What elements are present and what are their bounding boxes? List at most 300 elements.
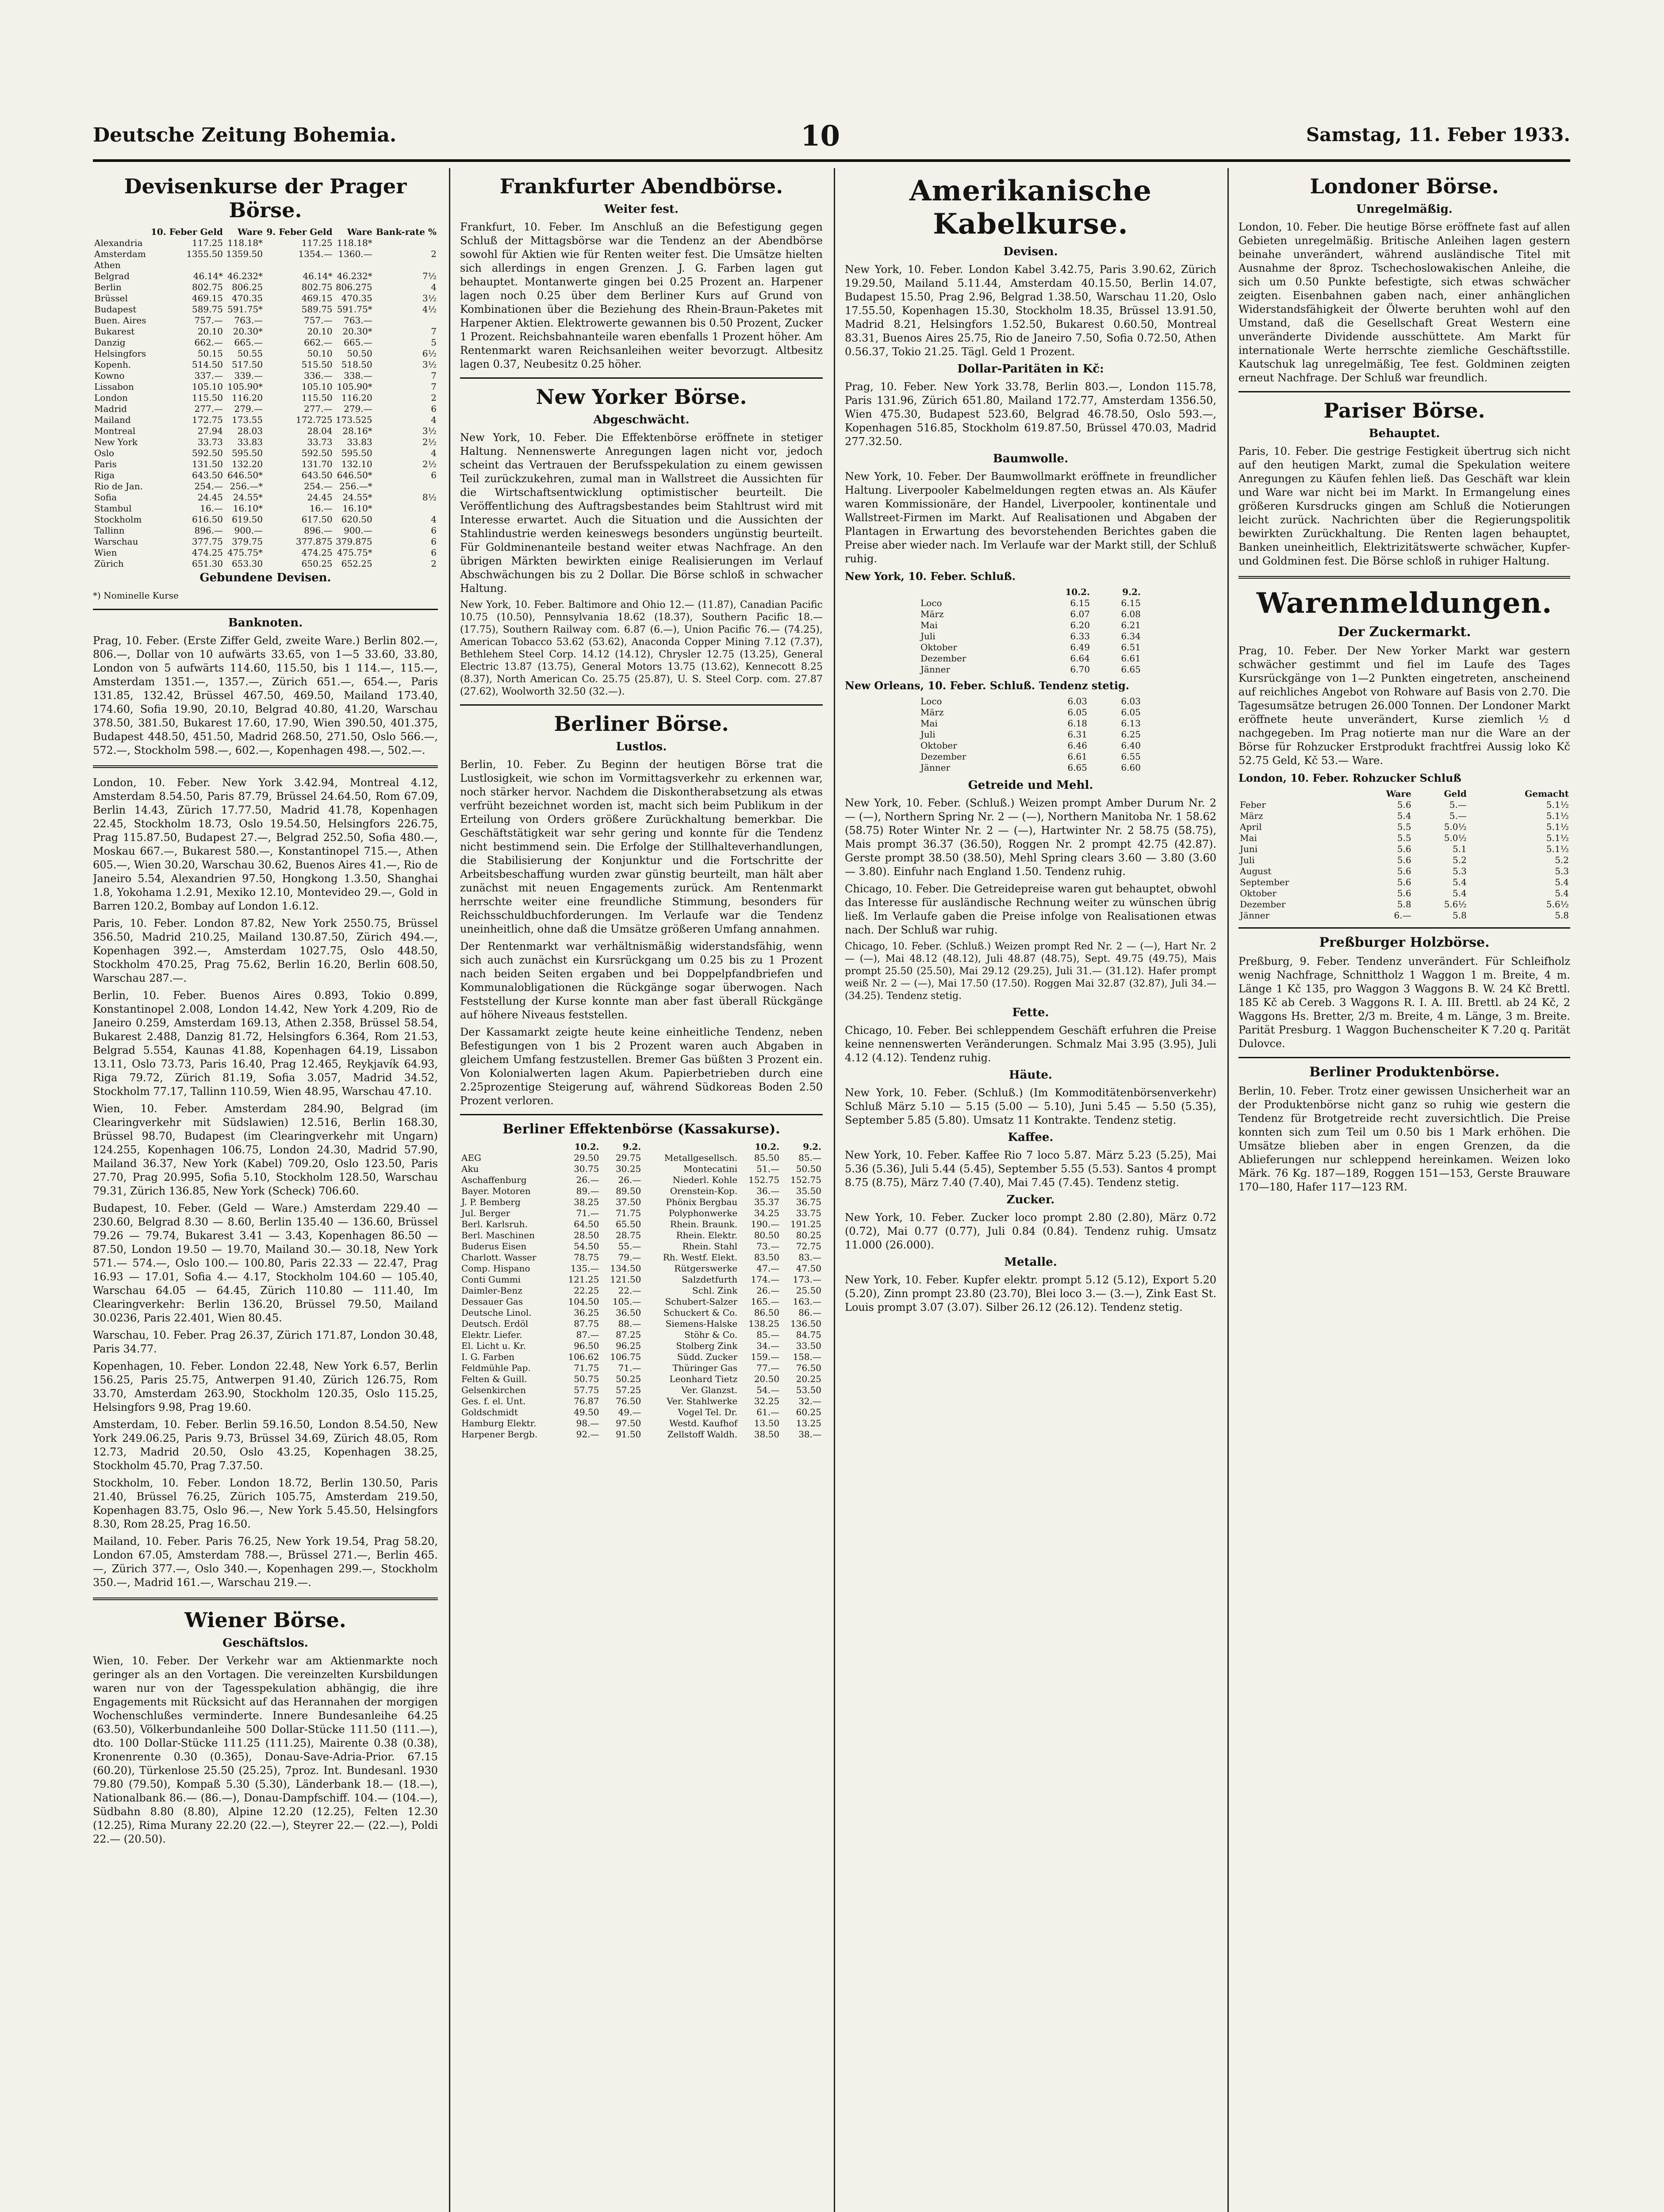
masthead-title: Deutsche Zeitung Bohemia. — [93, 124, 397, 146]
table-cell: 5.3 — [1555, 866, 1569, 876]
table-cell: Helsingfors — [94, 348, 146, 359]
table-cell: 47.50 — [796, 1263, 821, 1274]
table-cell: 2 — [431, 558, 437, 569]
table-cell: 30.25 — [616, 1164, 641, 1174]
table-row — [1238, 866, 1570, 877]
table-cell: 6.20 — [1070, 620, 1090, 630]
table-cell: 89.50 — [616, 1186, 641, 1196]
table-cell: 256.—* — [339, 481, 372, 492]
table-cell: 5.3 — [1453, 866, 1467, 876]
column-2 — [460, 168, 823, 2212]
table-cell: 32.— — [798, 1396, 821, 1406]
table-cell: 36.25 — [574, 1307, 599, 1318]
table-row — [460, 1374, 823, 1385]
article-paragraph: New York, 10. Feber. Die Effektenbörse eröffnete in stetiger Haltung. Nennenswerte Anregungen lagen nicht vor, jedoch scheint das Vertrauen der Berufsspekulation zu einem gewissen Teil zurückzukehren, zumal man in Wallstreet die Aussichten für die Wirtschaftsentwicklung optimistischer beurteilt. Die Veröffentlichung des Auftragsbestandes beim Stahltrust wird mit Interesse erwartet. Auch die Situation und die Aussichten der Stahlindustrie werden keineswegs besonders ungünstig beurteilt. Für Goldminenanteile bestand weiter etwas Nachfrage. An den übrigen Märkten bewirkten einige Realisierungen im Verlauf Abschwächungen bis zu 2 Dollar. Die Börse schloß in schwacher Haltung. — [460, 431, 823, 595]
table-cell: Rh. Westf. Elekt. — [663, 1252, 738, 1263]
table-row — [1238, 799, 1570, 810]
table-row — [1238, 833, 1570, 844]
table-cell: 36.— — [756, 1186, 780, 1196]
table-row — [460, 1152, 823, 1164]
table-row — [919, 598, 1142, 609]
table-cell: Juni — [1240, 844, 1258, 854]
table-cell: 5.6 — [1397, 866, 1411, 876]
table-cell: Feldmühle Pap. — [461, 1363, 531, 1373]
table-cell — [334, 260, 374, 271]
table-cell: Rhein. Elektr. — [676, 1230, 738, 1240]
table-caption: New York, 10. Feber. Schluß. — [845, 570, 1016, 583]
table-cell: 24.45 — [307, 492, 333, 503]
divider — [93, 1598, 438, 1600]
table-cell: 50.15 — [197, 348, 223, 359]
table-cell: 85.— — [756, 1329, 780, 1340]
table-cell: 24.45 — [197, 492, 223, 503]
table-cell: 652.25 — [341, 558, 372, 569]
table-cell: 2½ — [422, 459, 437, 469]
table-cell: 159.— — [751, 1352, 780, 1362]
table-cell: 802.75 — [192, 282, 223, 292]
table-row — [93, 337, 438, 348]
column-header: Ware — [1386, 788, 1411, 799]
table-cell: 6.46 — [1067, 740, 1087, 751]
table-cell: Oktober — [1240, 888, 1277, 899]
table-cell: 1359.50 — [226, 249, 263, 259]
table-cell: März — [920, 707, 944, 718]
table-row — [93, 448, 438, 459]
table-cell: 55.— — [618, 1241, 641, 1252]
table-cell: Zürich — [94, 558, 124, 569]
table-cell: 595.50 — [341, 448, 372, 458]
table-cell: 28.75 — [616, 1230, 641, 1240]
table-cell: 653.30 — [232, 558, 263, 569]
table-cell: 116.20 — [341, 392, 372, 403]
table-row — [460, 1329, 823, 1340]
table-cell: Oktober — [920, 740, 957, 751]
table-cell: 25.50 — [796, 1285, 821, 1296]
table-row — [919, 707, 1142, 718]
table-row — [460, 1197, 823, 1208]
table-cell: Juli — [920, 729, 936, 740]
table-cell: 117.25 — [192, 238, 223, 248]
table-cell: 33.83 — [237, 437, 263, 447]
table-cell: Budapest — [94, 304, 137, 315]
table-row — [93, 558, 438, 569]
table-cell: 80.25 — [796, 1230, 821, 1240]
table-row — [460, 1175, 823, 1186]
table-cell: Kowno — [94, 370, 125, 381]
section-title: Frankfurter Abendbörse. — [499, 174, 783, 198]
article-paragraph: Berlin, 10. Feber. Trotz einer gewissen Unsicherheit war an der Produktenbörse nicht ganz so ruhig wie gestern die Tendenz für Brotgetreide recht zuversichtlich. Die Preise konnten sich zum Teil um 0.50 bis 1 Mark erhöhen. Die Umsätze blieben aber in engen Grenzen, da die Ablieferungen nur schleppend hereinkamen. Weizen loko Märk. 76 Kg. 187—189, Roggen 151—153, Gerste Brauware 170—180, Hafer 117—123 RM. — [1238, 1085, 1570, 1193]
table-cell: Südd. Zucker — [677, 1352, 738, 1362]
table-cell: 34.25 — [754, 1208, 780, 1218]
article-paragraph: Amsterdam, 10. Feber. Berlin 59.16.50, London 8.54.50, New York 249.06.25, Paris 9.73, Brüssel 34.69, Zürich 48.05, Rom 12.73, Madrid 20.50, Oslo 43.25, Kopenhagen 38.25, Stockholm 45.70, Prag 7.37.50. — [93, 1418, 438, 1472]
table-cell: März — [920, 609, 944, 619]
table-cell: 474.25 — [192, 547, 223, 558]
table-cell: Siemens-Halske — [665, 1318, 738, 1329]
table-cell: 6.64 — [1070, 653, 1090, 664]
table-cell: 71.— — [618, 1363, 641, 1373]
table-row — [919, 653, 1142, 664]
table-cell: 87.— — [576, 1329, 599, 1340]
table-cell: Comp. Hispano — [461, 1263, 530, 1274]
table-cell: 6.15 — [1070, 598, 1090, 608]
table-cell: 2 — [431, 249, 437, 259]
table-cell: 5.6 — [1397, 799, 1411, 810]
table-cell: 336.— — [304, 370, 333, 381]
table-cell: 33.73 — [197, 437, 223, 447]
table-row — [1238, 888, 1570, 899]
table-row — [919, 740, 1142, 751]
table-row — [460, 1208, 823, 1219]
table-cell: 650.25 — [301, 558, 333, 569]
table-cell — [374, 260, 438, 271]
table-row — [460, 1340, 823, 1352]
column-rule — [834, 168, 835, 2212]
table-cell: 152.75 — [790, 1175, 821, 1185]
table-cell: 105.10 — [301, 381, 333, 392]
table-cell: 518.50 — [341, 359, 372, 370]
table-cell: 5.4 — [1397, 810, 1411, 821]
table-cell: 57.25 — [616, 1385, 641, 1395]
table-cell: Aschaffenburg — [461, 1175, 527, 1185]
table-cell: 92.— — [576, 1429, 599, 1440]
table-cell: 64.50 — [574, 1219, 599, 1229]
table-row — [93, 315, 438, 326]
table-cell: 106.62 — [568, 1352, 599, 1362]
table-cell: 105.90* — [337, 381, 372, 392]
table-row — [1238, 899, 1570, 910]
table-cell: 165.— — [751, 1296, 780, 1307]
article-paragraph: Frankfurt, 10. Feber. Im Anschluß an die Befestigung gegen Schluß der Mittagsbörse war die Tendenz an der Abendbörse sowohl für Aktien wie für Renten weiter fest. Die Umsätze hielten sich allerdings in engen Grenzen. J. G. Farben lagen gut behauptet. Montanwerte gingen bei 0.25 Prozent an. Harpener lagen noch 0.25 über dem Berliner Kurs auf Grund von Kombinationen über die Beziehung des Rhein-Braun-Paketes mit Harpener Aktien. Elektrowerte gewannen bis 0.50 Prozent, Zucker 1 Prozent. Reichsbahnanteile waren ebenfalls 1 Prozent höher. Am Rentenmarkt waren Reichsanleihen weiter bevorzugt. Altbesitz lagen 0.37, Neubesitz 0.25 höher. — [460, 221, 823, 370]
table-cell: 71.75 — [616, 1208, 641, 1218]
table-cell: Montreal — [94, 426, 136, 436]
article-paragraph: Chicago, 10. Feber. Die Getreidepreise waren gut behauptet, obwohl das Interesse für ausländische Rechnung weiter zu wünschen übrig ließ. Im Verlaufe gaben die Preise infolge von Realisationen etwas nach. Der Schluß war ruhig. — [845, 883, 1216, 936]
table-cell: 5.5 — [1397, 822, 1411, 832]
table-cell: AEG — [461, 1152, 482, 1163]
table-cell: 6.25 — [1121, 729, 1141, 740]
table-cell: Bukarest — [94, 326, 135, 337]
table-cell: 595.50 — [232, 448, 263, 458]
table-row — [93, 282, 438, 293]
table-cell: 5 — [431, 337, 437, 348]
table-cell: 50.25 — [616, 1374, 641, 1384]
table-cell: 5.6 — [1397, 855, 1411, 865]
table-cell: 5.6½ — [1546, 899, 1569, 910]
table-cell: 60.25 — [796, 1407, 821, 1417]
table-cell: 71.75 — [574, 1363, 599, 1373]
column-header: 10. Feber Geld — [150, 227, 223, 237]
column-header: 9.2. — [1122, 587, 1141, 597]
table-cell: 83.— — [798, 1252, 821, 1263]
table-row — [919, 762, 1142, 773]
article-paragraph: Warschau, 10. Feber. Prag 26.37, Zürich 171.87, London 30.48, Paris 34.77. — [93, 1329, 438, 1355]
table-cell: 662.— — [304, 337, 333, 348]
table-row — [93, 249, 438, 260]
table-cell: 616.50 — [192, 514, 223, 525]
column-header — [460, 1141, 559, 1152]
table-cell: 514.50 — [192, 359, 223, 370]
divider — [1238, 927, 1570, 929]
column-header: 9. Feber Geld — [266, 227, 333, 237]
table-cell: 646.50* — [337, 470, 372, 480]
table-cell: 620.50 — [341, 514, 372, 525]
table-cell: 6.07 — [1070, 609, 1090, 619]
table-cell: 763.— — [344, 315, 372, 326]
table-cell: 5.8 — [1397, 899, 1411, 910]
table-cell: 50.75 — [574, 1374, 599, 1384]
table-cell: 61.— — [756, 1407, 780, 1417]
table-cell: 22.25 — [574, 1285, 599, 1296]
table-cell: 105.10 — [192, 381, 223, 392]
masthead-date: Samstag, 11. Feber 1933. — [1306, 124, 1570, 146]
table-cell: 116.20 — [232, 392, 263, 403]
table-cell: Feber — [1240, 799, 1266, 810]
article-paragraph: New York, 10. Feber. (Schluß.) Weizen prompt Amber Durum Nr. 2 — (—), Northern Spring Nr. 2 — (—), Northern Manitoba Nr. 1 58.62 (58.75) Roter Winter Nr. 2 — (—), Hartwinter Nr. 2 58.75 (58.75), Mais prompt 36.37 (36.50), Roggen Nr. 2 prompt 42.75 (42.87). Gerste prompt 38.50 (38.50), Mehl Spring clears 3.60 — 3.80 (3.60 — 3.80). Einfuhr nach England 1.50. Tendenz ruhig. — [845, 797, 1216, 878]
table-cell: Aku — [461, 1164, 479, 1174]
table-cell: Jänner — [920, 664, 951, 675]
article-paragraph: Paris, 10. Feber. London 87.82, New York 2550.75, Brüssel 356.50, Madrid 210.25, Mailand 130.87.50, Zürich 494.—, Kopenhagen 392.—, Amsterdam 1027.75, Oslo 448.50, Stockholm 470.25, Prag 75.62, Berlin 16.20, Berlin 608.50, Warschau 287.—. — [93, 917, 438, 984]
subsection-title: Gebundene Devisen. — [199, 571, 331, 584]
table-row — [460, 1186, 823, 1197]
table-cell: 5.6 — [1397, 888, 1411, 899]
section-title: New Yorker Börse. — [536, 385, 747, 409]
table-cell: Amsterdam — [94, 249, 146, 259]
table-row — [460, 1164, 823, 1175]
table-cell: 132.10 — [341, 459, 372, 469]
table-row — [93, 359, 438, 370]
table-cell: Jänner — [1240, 910, 1270, 921]
table-cell: 7 — [431, 381, 437, 392]
table-cell: 106.75 — [610, 1352, 641, 1362]
table-cell: 115.50 — [192, 392, 223, 403]
table-row — [93, 514, 438, 525]
table-cell: Sofia — [94, 492, 117, 503]
table-cell: 6.31 — [1067, 729, 1087, 740]
article-paragraph: Chicago, 10. Feber. Bei schleppendem Geschäft erfuhren die Preise keine nennenswerten Veränderungen. Schmalz Mai 3.95 (3.95), Juli 4.12 (4.12). Tendenz ruhig. — [845, 1024, 1216, 1064]
table-row — [1238, 877, 1570, 888]
table-row — [93, 415, 438, 426]
london-sugar-table — [1238, 788, 1570, 921]
table-cell: 4 — [431, 448, 437, 458]
table-cell: Hamburg Elektr. — [461, 1418, 537, 1429]
table-cell: Berl. Karlsruh. — [461, 1219, 528, 1229]
article-paragraph: Budapest, 10. Feber. (Geld — Ware.) Amsterdam 229.40 — 230.60, Belgrad 8.30 — 8.60, Berlin 135.40 — 136.60, Brüssel 79.26 — 79.74, Bukarest 3.41 — 3.43, Kopenhagen 86.50 — 87.50, London 19.50 — 19.70, Mailand 30.— 30.18, New York 571.— 574.—, Oslo 100.— 100.80, Paris 22.33 — 22.47, Prag 16.93 — 17.01, Sofia 4.— 4.17, Stockholm 104.60 — 105.40, Warschau 64.05 — 64.45, Zürich 110.80 — 111.40, Im Clearingverkehr: Berlin 136.20, Brüssel 79.50, Mailand 30.0236, Paris 22.401, Wien 80.45. — [93, 1202, 438, 1324]
table-cell: Metallgesellsch. — [664, 1152, 738, 1163]
table-row — [919, 631, 1142, 642]
article-paragraph: New York, 10. Feber. Der Baumwollmarkt eröffnete in freundlicher Haltung. Liverpooler Kabelmeldungen regten etwas an. Als Käufer waren Kommissionäre, der Handel, Liverpooler, kontinentale und Wallstreet-Firmen im Markt. Auf Realisationen und Abgaben der Plantagen in Erwartung des bevorstehenden Berichtes gaben die Preise aber wieder nach. Im Verlaufe war der Markt still, der Schluß ruhig. — [845, 470, 1216, 565]
table-cell: 589.75 — [301, 304, 333, 315]
table-caption: London, 10. Feber. Rohzucker Schluß — [1238, 772, 1461, 784]
table-cell: 6.— — [1394, 910, 1411, 921]
subsection-title: Banknoten. — [228, 616, 303, 630]
table-cell: 5.0½ — [1444, 822, 1467, 832]
table-row — [460, 1296, 823, 1307]
article-paragraph: Der Rentenmarkt war verhältnismäßig widerstandsfähig, wenn sich auch zunächst ein Kursrückgang um 0.25 bis zu 1 Prozent nach beiden Seiten ergaben und bei Doppelpfandbriefen und Kommunalobligationen die Rückgänge sogar überwogen. Nach Feststellung der Kurse konnte man aber fast überall Rückgänge auf höhere Niveaus feststellen. — [460, 940, 823, 1021]
table-cell: Madrid — [94, 403, 127, 414]
subsection-title: Abgeschwächt. — [593, 413, 690, 426]
column-header: 10.2. — [1065, 587, 1090, 597]
column-header: Gemacht — [1525, 788, 1569, 799]
table-cell: 117.25 — [301, 238, 333, 248]
table-cell: 118.18* — [227, 238, 263, 248]
table-row — [93, 525, 438, 536]
table-cell: Niederl. Kohle — [672, 1175, 738, 1185]
article-paragraph: Wien, 10. Feber. Der Verkehr war am Aktienmarkte noch geringer als an den Vortagen. Die vereinzelten Kursbildungen waren nur von der Tagesspekulation abhängig, die ihre Engagements mit Rücksicht auf das Herannahen der morgigen Wochenschlußes verminderte. Innere Bundesanleihe 64.25 (63.50), Völkerbundanleihe 500 Dollar-Stücke 111.50 (111.—), dto. 100 Dollar-Stücke 111.25 (111.25), Mairente 0.38 (0.38), Kronenrente 0.30 (0.365), Donau-Save-Adria-Prior. 67.15 (60.20), Türkenlose 25.50 (25.25), 7proz. Int. Bundesanl. 1930 79.80 (79.50), Kompaß 5.30 (5.30), Länderbank 18.— (18.—), Nationalbank 86.— (86.—), Donau-Dampfschiff. 104.— (104.—), Südbahn 8.80 (8.80), Alpine 12.20 (12.25), Felten 12.30 (12.25), Rima Murany 22.20 (22.—), Steyrer 22.— (22.—), Poldi 22.— (20.50). — [93, 1655, 438, 1845]
table-row — [460, 1407, 823, 1418]
table-cell: 5.1½ — [1546, 799, 1569, 810]
table-header — [919, 587, 1142, 598]
column-header — [642, 1141, 739, 1152]
table-cell: 20.30* — [233, 326, 263, 337]
table-cell: 900.— — [344, 525, 372, 536]
table-cell: 1360.— — [338, 249, 372, 259]
table-cell: 5.8 — [1453, 910, 1467, 921]
table-cell: 646.50* — [227, 470, 263, 480]
table-cell: 5.— — [1449, 810, 1467, 821]
table-cell: 6.15 — [1121, 598, 1141, 608]
table-cell: 254.— — [194, 481, 223, 492]
table-cell: 665.— — [344, 337, 372, 348]
article-paragraph: Prag, 10. Feber. (Erste Ziffer Geld, zweite Ware.) Berlin 802.—, 806.—, Dollar von 10 aufwärts 33.65, von 1—5 33.60, 33.80, London von 5 aufwärts 114.60, 115.50, bis 1 114.—, 115.—, Amsterdam 1351.—, 1357.—, Zürich 651.—, 654.—, Paris 131.85, 132.42, Brüssel 467.50, 469.50, Mailand 173.40, 174.60, Sofia 19.90, 20.10, Belgrad 40.80, 41.20, Warschau 378.50, 381.50, Bukarest 17.60, 17.90, Wien 390.50, 401.375, Budapest 448.50, 451.50, Madrid 268.50, 271.50, Oslo 566.—, 572.—, Stockholm 598.—, 602.—, Kopenhagen 498.—, 502.—. — [93, 634, 438, 757]
table-cell: Oslo — [94, 448, 115, 458]
table-row — [460, 1307, 823, 1318]
table-cell: Elektr. Liefer. — [461, 1329, 522, 1340]
table-cell: Deutsche Linol. — [461, 1307, 532, 1318]
table-cell: 474.25 — [301, 547, 333, 558]
table-cell: 379.875 — [335, 536, 372, 547]
table-cell: 337.— — [194, 370, 223, 381]
table-cell: Bayer. Motoren — [461, 1186, 531, 1196]
table-row — [93, 293, 438, 304]
table-cell: 5.4 — [1555, 877, 1569, 887]
table-cell: 77.— — [756, 1363, 780, 1373]
table-cell: 5.0½ — [1444, 833, 1467, 843]
table-cell — [264, 260, 334, 271]
table-row — [93, 437, 438, 448]
table-cell: 279.— — [344, 403, 372, 414]
table-cell: 46.232* — [337, 271, 372, 281]
table-cell: 6.65 — [1121, 664, 1141, 675]
table-cell: 158.— — [793, 1352, 821, 1362]
table-cell: 47.— — [756, 1263, 780, 1274]
column-rule — [1227, 168, 1229, 2212]
table-cell — [374, 238, 438, 249]
table-row — [93, 481, 438, 492]
table-cell: 665.— — [234, 337, 263, 348]
table-cell: Mai — [1240, 833, 1257, 843]
table-cell: Leonhard Tietz — [669, 1374, 738, 1384]
table-cell: 6.03 — [1067, 696, 1087, 707]
table-cell: 5.— — [1449, 799, 1467, 810]
table-cell: 377.875 — [295, 536, 333, 547]
effekten-table — [460, 1141, 823, 1440]
section-title: Warenmeldungen. — [1256, 587, 1553, 620]
table-cell: 50.50 — [347, 348, 372, 359]
table-cell: I. G. Farben — [461, 1352, 515, 1362]
table-cell: 6 — [431, 470, 437, 480]
table-cell: 50.10 — [307, 348, 333, 359]
masthead — [93, 119, 1570, 162]
table-cell: 806.275 — [335, 282, 372, 292]
table-cell: 28.16* — [342, 426, 372, 436]
table-row — [93, 326, 438, 337]
table-cell: 7 — [431, 370, 437, 381]
table-cell: Schubert-Salzer — [665, 1296, 738, 1307]
table-cell: 6.60 — [1121, 762, 1141, 773]
subsection-title: Der Zuckermarkt. — [1338, 624, 1471, 640]
table-row — [1238, 844, 1570, 855]
table-cell: Dezember — [920, 751, 966, 762]
table-cell: 4 — [431, 282, 437, 292]
article-paragraph: New York, 10. Feber. Zucker loco prompt 2.80 (2.80), März 0.72 (0.72), Mai 0.77 (0.77), Juli 0.84 (0.84). Tendenz ruhig. Umsatz 11.000 (26.000). — [845, 1211, 1216, 1251]
table-cell: 35.37 — [754, 1197, 780, 1207]
table-row — [93, 392, 438, 403]
table-cell: 6.33 — [1070, 631, 1090, 641]
table-cell: 24.55* — [233, 492, 263, 503]
table-cell — [374, 315, 438, 326]
table-cell: 4½ — [422, 304, 437, 315]
table-cell: Rhein. Braunk. — [670, 1219, 738, 1229]
table-cell: 3½ — [422, 293, 437, 303]
table-cell: 6.55 — [1121, 751, 1141, 762]
article-paragraph: New York, 10. Feber. Kupfer elektr. prompt 5.12 (5.12), Export 5.20 (5.20), Zinn prompt 23.80 (23.70), Blei loco 3.— (3.—), Zink East St. Louis prompt 3.07 (3.07). Silber 26.12 (26.12). Tendenz stetig. — [845, 1274, 1216, 1313]
table-cell: 1355.50 — [186, 249, 223, 259]
table-cell: 5.2 — [1453, 855, 1467, 865]
table-cell: September — [1240, 877, 1289, 887]
table-row — [919, 664, 1142, 675]
table-cell: 38.— — [798, 1429, 821, 1440]
table-cell: 27.94 — [197, 426, 223, 436]
table-row — [460, 1274, 823, 1285]
column-header — [919, 587, 1029, 598]
table-cell: 377.75 — [192, 536, 223, 547]
table-cell: 8½ — [422, 492, 437, 503]
table-cell: Juli — [920, 631, 936, 641]
table-cell: 6 — [431, 547, 437, 558]
article-paragraph: Stockholm, 10. Feber. London 18.72, Berlin 130.50, Paris 21.40, Brüssel 76.25, Zürich 105.75, Amsterdam 219.50, Kopenhagen 83.75, Oslo 96.—, New York 5.45.50, Helsingfors 8.30, Rom 28.25, Prag 16.50. — [93, 1477, 438, 1530]
table-cell: Harpener Bergb. — [461, 1429, 538, 1440]
table-row — [1238, 910, 1570, 921]
table-row — [460, 1418, 823, 1429]
table-cell: Dezember — [1240, 899, 1286, 910]
table-row — [93, 426, 438, 437]
table-cell: 72.75 — [796, 1241, 821, 1252]
table-cell: Athen — [94, 260, 121, 270]
subsection-title: Baumwolle. — [993, 452, 1069, 465]
article-paragraph: Der Kassamarkt zeigte heute keine einheitliche Tendenz, neben Befestigungen von 1 bis 2 Prozent waren auch Abgaben in gleichem Umfang festzustellen. Bremer Gas büßten 3 Prozent ein. Von Kolonialwerten lagen Akum. Papierbetrieben durch eine 2.25prozentige Steigerung auf, während Südkoreas Boden 2.50 Prozent verloren. — [460, 1026, 823, 1107]
table-cell: Brüssel — [94, 293, 128, 303]
table-cell: 5.1½ — [1546, 822, 1569, 832]
table-row — [93, 403, 438, 415]
table-cell: 13.25 — [796, 1418, 821, 1429]
subsection-title: Berliner Effektenbörse (Kassakurse). — [502, 1121, 780, 1137]
table-cell: Lissabon — [94, 381, 134, 392]
table-cell: 254.— — [304, 481, 333, 492]
table-header — [460, 1141, 823, 1152]
column-header: 10.2. — [574, 1141, 599, 1152]
table-cell: Mailand — [94, 415, 131, 425]
table-cell: 172.725 — [295, 415, 333, 425]
table-cell: 757.— — [304, 315, 333, 326]
table-cell: 91.50 — [616, 1429, 641, 1440]
table-cell: Tallinn — [94, 525, 125, 536]
table-cell: Zellstoff Waldh. — [667, 1429, 738, 1440]
table-cell: Jul. Berger — [461, 1208, 510, 1218]
table-cell: 20.10 — [307, 326, 333, 337]
table-cell: 26.— — [618, 1175, 641, 1185]
subsection-title: Häute. — [1009, 1068, 1052, 1082]
table-cell: 54.— — [756, 1385, 780, 1395]
table-cell: 6.05 — [1067, 707, 1087, 718]
